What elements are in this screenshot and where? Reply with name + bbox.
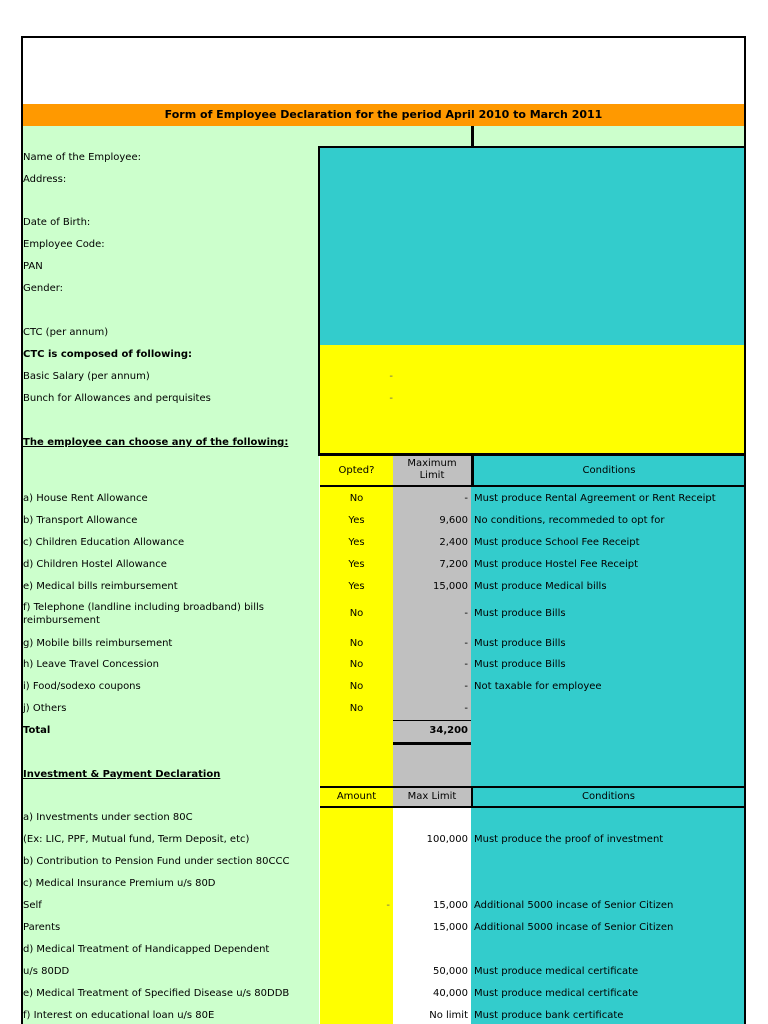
investment-condition: Must produce medical certificate [474,966,639,977]
personal-top-border [320,146,744,148]
allowance-opted[interactable]: No [349,659,364,670]
field-employee-name: Name of the Employee: [23,152,141,163]
col-amount: Amount [336,791,377,802]
investment-label: (Ex: LIC, PPF, Mutual fund, Term Deposit, etc) [23,834,250,845]
allowance-condition: Must produce Bills [474,608,566,619]
allowance-label: h) Leave Travel Concession [23,659,159,670]
allowance-condition: Not taxable for employee [474,681,602,692]
field-date-of-birth: Date of Birth: [23,217,91,228]
investment-label: f) Interest on educational loan u/s 80E [23,1010,215,1021]
allowance-max: - [464,703,468,714]
col-maximum-limit: Maximum Limit [407,458,457,481]
total-label: Total [23,725,51,736]
allowance-condition: Must produce Rental Agreement or Rent Receipt [474,493,716,504]
allowance-condition: Must produce Bills [474,659,566,670]
allowance-condition: Must produce Hostel Fee Receipt [474,559,639,570]
allowance-opted[interactable]: No [349,608,364,619]
allowance-max: - [464,608,468,619]
allowance-label: f) Telephone (landline including broadband) bills reimbursement [23,602,264,626]
allowance-max: - [464,659,468,670]
investment-label: c) Medical Insurance Premium u/s 80D [23,878,216,889]
field-employee-code: Employee Code: [23,239,105,250]
investment-label: a) Investments under section 80C [23,812,193,823]
col-conditions: Conditions [582,465,636,476]
allowance-condition [471,699,744,719]
investment-condition: Additional 5000 incase of Senior Citizen [474,922,674,933]
investment-max: 50,000 [433,966,468,977]
ctc-heading: CTC is composed of following: [23,349,193,360]
ctc-basic-salary-label: Basic Salary (per annum) [23,371,150,382]
allowance-opted[interactable]: No [349,493,364,504]
investment-label: d) Medical Treatment of Handicapped Dependent [23,944,270,955]
allowance-label: j) Others [23,703,67,714]
allowance-max: 2,400 [439,537,468,548]
investment-label: b) Contribution to Pension Fund under section 80CCC [23,856,290,867]
allowance-max: 7,200 [439,559,468,570]
col-invest-conditions: Conditions [582,791,635,802]
field-address: Address: [23,174,67,185]
allowance-opted[interactable]: Yes [348,515,365,526]
allowance-label: i) Food/sodexo coupons [23,681,141,692]
investment-heading: Investment & Payment Declaration [23,769,221,780]
invest-header-bottom-border [320,806,744,808]
investment-label: Self [23,900,42,911]
allowance-opted[interactable]: No [349,638,364,649]
form-title: Form of Employee Declaration for the period April 2010 to March 2011 [23,104,744,126]
allowance-max: - [464,681,468,692]
ctc-allowances-value: - [389,393,393,404]
allowance-label: e) Medical bills reimbursement [23,581,178,592]
allowance-label: b) Transport Allowance [23,515,138,526]
ctc-allowances-label: Bunch for Allowances and perquisites [23,393,211,404]
allowance-label: g) Mobile bills reimbursement [23,638,173,649]
allowance-opted[interactable]: No [349,681,364,692]
investment-max: No limit [429,1010,468,1021]
investment-label: e) Medical Treatment of Specified Disease u/s 80DDB [23,988,290,999]
allowance-max: 15,000 [433,581,468,592]
allowance-opted[interactable]: No [349,703,364,714]
declaration-sheet [21,36,746,1024]
allowance-opted[interactable]: Yes [348,581,365,592]
investment-condition: Must produce medical certificate [474,988,639,999]
field-gender: Gender: [23,283,64,294]
investment-max: 15,000 [433,922,468,933]
investment-condition: Additional 5000 incase of Senior Citizen [474,900,674,911]
col-opted: Opted? [338,465,375,476]
allowances-heading: The employee can choose any of the following: [23,437,289,448]
field-pan: PAN [23,261,43,272]
investment-max: 40,000 [433,988,468,999]
allowance-opted[interactable]: Yes [348,559,365,570]
investment-condition: Must produce the proof of investment [474,834,664,845]
col-max-limit: Max Limit [407,791,457,802]
allowance-condition: Must produce Medical bills [474,581,607,592]
allowance-max: - [464,638,468,649]
allowance-max: 9,600 [439,515,468,526]
investment-condition: Must produce bank certificate [474,1010,624,1021]
title-spacer-row [23,126,744,146]
allowance-condition: Must produce School Fee Receipt [474,537,640,548]
investment-max: 100,000 [426,834,468,845]
total-double-underline [393,742,471,745]
investment-label: Parents [23,922,61,933]
investment-max: 15,000 [433,900,468,911]
allowance-label: c) Children Education Allowance [23,537,185,548]
investment-amount[interactable]: - [386,900,390,911]
allowance-max: - [464,493,468,504]
total-value: 34,200 [429,725,468,736]
allowance-opted[interactable]: Yes [348,537,365,548]
investment-label: u/s 80DD [23,966,70,977]
allowance-label: d) Children Hostel Allowance [23,559,167,570]
personal-details-input[interactable] [320,148,744,345]
allowance-condition: No conditions, recommeded to opt for [474,515,665,526]
allowance-label: a) House Rent Allowance [23,493,148,504]
title-divider [471,126,474,146]
allowance-condition: Must produce Bills [474,638,566,649]
field-ctc: CTC (per annum) [23,327,109,338]
ctc-basic-salary-value: - [389,371,393,382]
